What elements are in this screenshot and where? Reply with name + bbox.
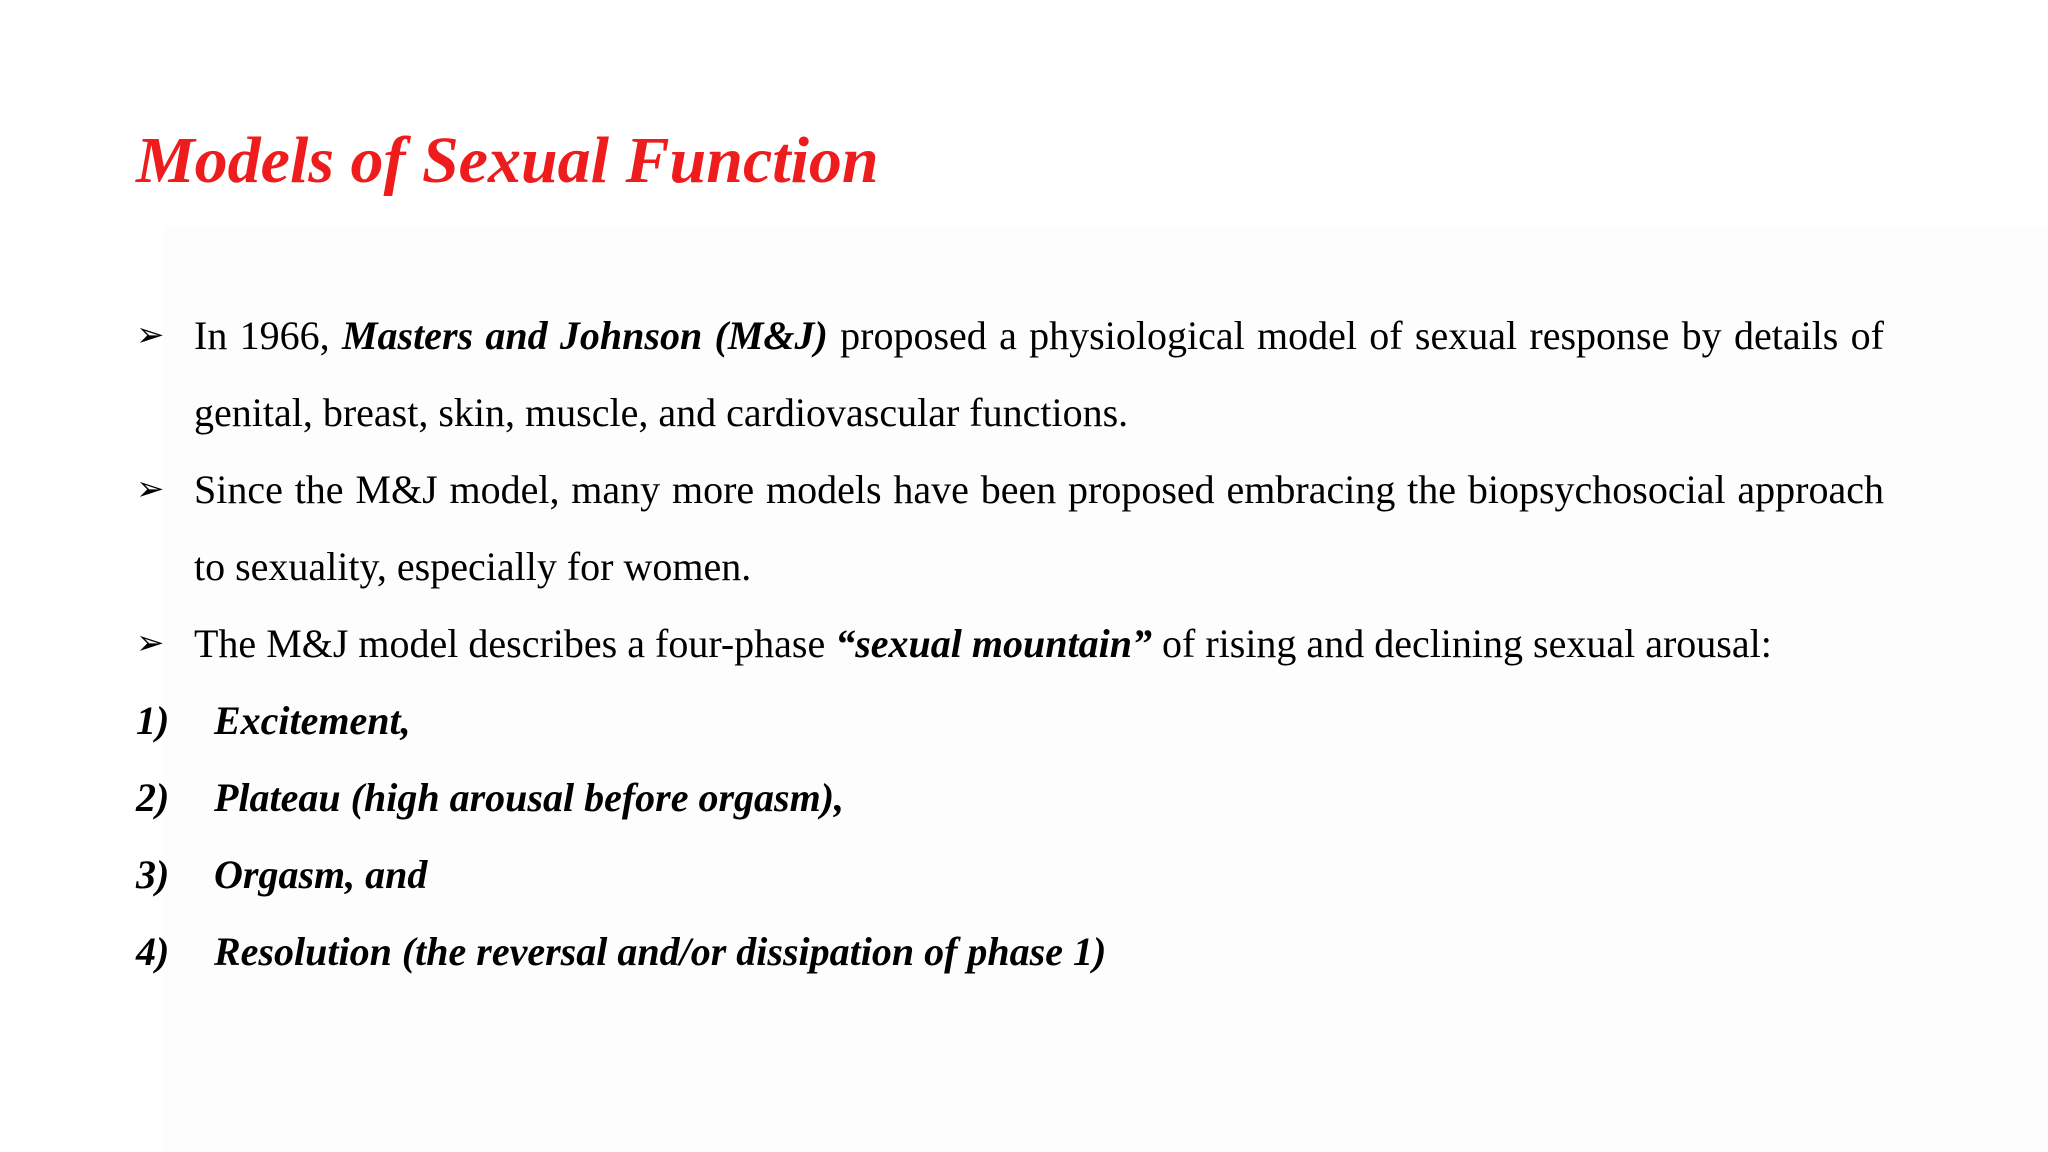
- bullet-3-rest: of rising and declining sexual arousal:: [1152, 621, 1772, 666]
- bullet-text-3: [194, 605, 1884, 682]
- phase-label: Resolution (the reversal and/or dissipation of phase 1): [214, 929, 1107, 974]
- phase-item-2: [136, 759, 844, 836]
- phase-item-4: [136, 913, 1106, 990]
- bullet-1-emphasis: Masters and Johnson (M&J): [341, 313, 828, 358]
- slide-title: Models of Sexual Function: [136, 124, 879, 197]
- phase-number: 3): [136, 852, 170, 897]
- phase-number: 4): [136, 929, 170, 974]
- phase-number: 1): [136, 698, 170, 743]
- bullet-1-rest: proposed a physiological model of sexual response by details of genital, breast, skin, muscle, and cardiovascular functions.: [194, 313, 1884, 435]
- arrowhead-bullet-icon: ➢: [136, 623, 165, 663]
- phase-item-1: [136, 682, 411, 759]
- arrowhead-bullet-icon: ➢: [136, 469, 165, 509]
- bullet-3-lead: The M&J model describes a four-phase: [194, 621, 836, 666]
- phase-label: Orgasm, and: [214, 852, 428, 897]
- phase-label: Excitement,: [214, 698, 411, 743]
- bullet-item-3: [136, 605, 1884, 682]
- bullet-item-1: [136, 297, 1884, 451]
- bullet-item-2: [136, 451, 1884, 605]
- bullet-3-emphasis: “sexual mountain”: [835, 621, 1152, 666]
- bullet-1-lead: In 1966,: [194, 313, 342, 358]
- arrowhead-bullet-icon: ➢: [136, 315, 165, 355]
- phase-number: 2): [136, 775, 170, 820]
- bullet-text-1: [194, 297, 1884, 451]
- bullet-text-2: Since the M&J model, many more models have been proposed embracing the biopsychosocial approach to sexuality, especially for women.: [194, 467, 1884, 589]
- phase-item-3: [136, 836, 427, 913]
- phase-label: Plateau (high arousal before orgasm),: [214, 775, 845, 820]
